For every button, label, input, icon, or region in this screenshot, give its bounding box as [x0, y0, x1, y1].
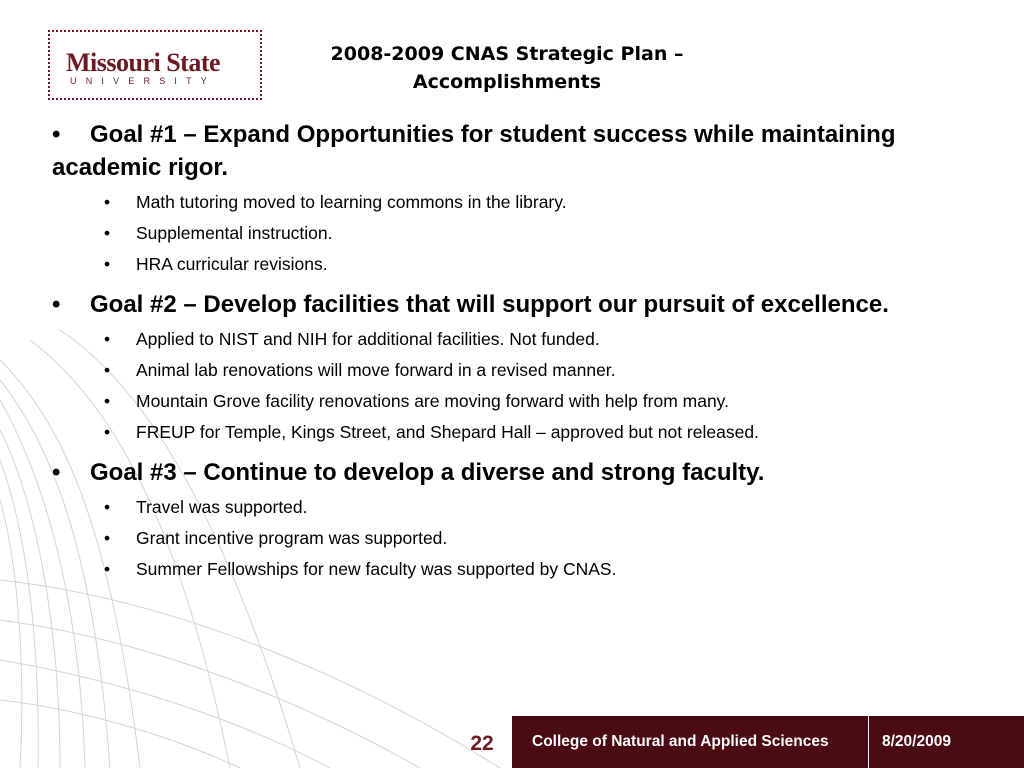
- missouri-state-logo: [48, 30, 262, 100]
- bullet-icon: •: [104, 360, 111, 380]
- bullet-icon: •: [104, 391, 111, 411]
- goal-1: [52, 118, 952, 280]
- list-item-text: FREUP for Temple, Kings Street, and Shepard Hall – approved but not released.: [136, 422, 759, 442]
- goal-items: [52, 492, 952, 585]
- slide-footer: [512, 716, 1024, 768]
- bullet-icon: •: [104, 497, 111, 517]
- goal-items: [52, 324, 952, 448]
- list-item: [52, 249, 952, 280]
- bullet-icon: •: [104, 528, 111, 548]
- goal-2: [52, 288, 952, 448]
- bullet-icon: •: [52, 459, 61, 486]
- list-item: [52, 492, 952, 523]
- slide-title: [262, 40, 752, 96]
- logo-wordmark: Missouri State: [66, 48, 221, 77]
- goal-heading-text: Goal #3 – Continue to develop a diverse and strong faculty.: [90, 459, 765, 486]
- slide-title-line-1: 2008-2009 CNAS Strategic Plan –: [330, 43, 684, 65]
- list-item-text: Travel was supported.: [136, 497, 308, 517]
- list-item-text: Math tutoring moved to learning commons in the library.: [136, 192, 567, 212]
- footer-divider: [868, 716, 869, 768]
- list-item-text: Applied to NIST and NIH for additional facilities. Not funded.: [136, 329, 600, 349]
- list-item: [52, 554, 952, 585]
- list-item-text: Grant incentive program was supported.: [136, 528, 448, 548]
- list-item: [52, 523, 952, 554]
- footer-college-name: College of Natural and Applied Sciences: [532, 733, 829, 750]
- bullet-icon: •: [52, 291, 61, 318]
- bullet-icon: •: [104, 223, 111, 243]
- bullet-icon: •: [104, 559, 111, 579]
- slide-page-number: 22: [470, 732, 494, 755]
- list-item: [52, 218, 952, 249]
- goal-heading: [52, 288, 952, 321]
- goal-3: [52, 456, 952, 585]
- goal-heading-text: Goal #2 – Develop facilities that will support our pursuit of excellence.: [90, 291, 889, 318]
- list-item: [52, 417, 952, 448]
- list-item-text: Summer Fellowships for new faculty was supported by CNAS.: [136, 559, 617, 579]
- list-item-text: Mountain Grove facility renovations are moving forward with help from many.: [136, 391, 729, 411]
- bullet-icon: •: [104, 254, 111, 274]
- goal-heading: [52, 456, 952, 489]
- list-item: [52, 355, 952, 386]
- goal-heading: [52, 118, 952, 184]
- list-item: [52, 386, 952, 417]
- list-item: [52, 324, 952, 355]
- goal-heading-text: Goal #1 – Expand Opportunities for student success while maintaining academic rigor.: [52, 121, 896, 181]
- logo-subtitle: UNIVERSITY: [70, 76, 217, 86]
- footer-date: 8/20/2009: [882, 733, 951, 750]
- slide-title-line-2: Accomplishments: [412, 71, 602, 93]
- bullet-icon: •: [104, 422, 111, 442]
- bullet-icon: •: [104, 192, 111, 212]
- list-item-text: Supplemental instruction.: [136, 223, 333, 243]
- goal-items: [52, 187, 952, 280]
- bullet-icon: •: [52, 121, 61, 148]
- list-item: [52, 187, 952, 218]
- slide-content: [52, 118, 952, 593]
- bullet-icon: •: [104, 329, 111, 349]
- list-item-text: HRA curricular revisions.: [136, 254, 328, 274]
- list-item-text: Animal lab renovations will move forward in a revised manner.: [136, 360, 616, 380]
